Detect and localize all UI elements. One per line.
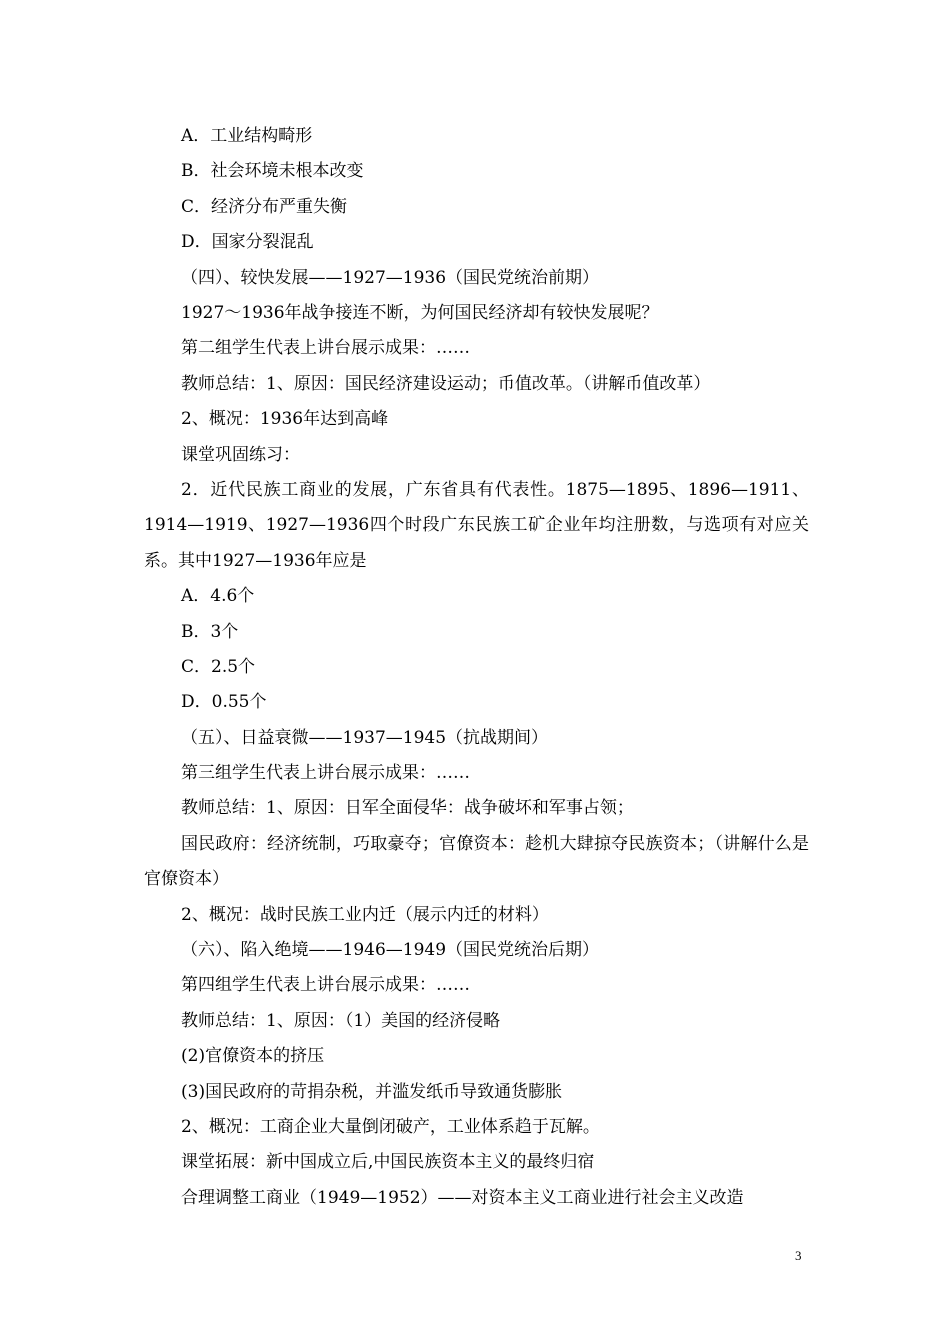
government-paragraph [144,827,809,898]
group2-line: 第二组学生代表上讲台展示成果：…… [181,338,470,359]
teacher-summary-line-2: 教师总结：1、原因：日军全面侵华：战争破坏和军事占领； [181,798,634,819]
government-text: 国民政府：经济统制，巧取豪夺；官僚资本：趁机大肆掠夺民族资本；（讲解什么是官僚资本） [144,833,809,890]
practice-heading: 课堂巩固练习： [181,444,300,465]
extension-line: 课堂拓展：新中国成立后,中国民族资本主义的最终归宿 [181,1152,595,1173]
practice-question-text: 2．近代民族工商业的发展，广东省具有代表性。1875—1895、1896—1911、1914—1919、1927—1936四个时段广东民族工矿企业年均注册数，与选项有对应关系。其中1927—1936年应是 [144,479,809,571]
section-heading-6: （六）、陷入绝境——1946—1949（国民党统治后期） [181,940,600,961]
answer-c-line: C．2.5个 [181,656,256,677]
section-heading-4: （四）、较快发展——1927—1936（国民党统治前期） [181,267,600,288]
option-d-line: D．国家分裂混乱 [181,232,314,253]
overview-line: 2、概况：1936年达到高峰 [181,409,389,430]
option-c-line: C．经济分布严重失衡 [181,196,348,217]
group3-line: 第三组学生代表上讲台展示成果：…… [181,763,470,784]
answer-d-line: D．0.55个 [181,692,267,713]
option-b-line: B．社会环境未根本改变 [181,161,364,182]
cause-3-line: (3)国民政府的苛捐杂税，并滥发纸币导致通货膨胀 [181,1081,563,1102]
option-a-line: A．工业结构畸形 [181,126,313,146]
adjustment-line: 合理调整工商业（1949—1952）——对资本主义工商业进行社会主义改造 [181,1187,744,1208]
answer-b-line: B．3个 [181,621,239,642]
page-number: 3 [795,1248,802,1263]
answer-a-line: A．4.6个 [181,586,255,607]
document-body [144,119,809,1216]
group4-line: 第四组学生代表上讲台展示成果：…… [181,975,470,996]
practice-question-paragraph [144,473,809,579]
overview-line-2: 2、概况：战时民族工业内迁（展示内迁的材料） [181,904,549,925]
question-line: 1927～1936年战争接连不断，为何国民经济却有较快发展呢？ [181,302,659,323]
section-heading-5: （五）、日益衰微——1937—1945（抗战期间） [181,727,549,748]
teacher-summary-line-3: 教师总结：1、原因：（1）美国的经济侵略 [181,1010,501,1031]
teacher-summary-line: 教师总结：1、原因：国民经济建设运动；币值改革。（讲解币值改革） [181,373,711,394]
cause-2-line: (2)官僚资本的挤压 [181,1046,325,1067]
overview-line-3: 2、概况：工商企业大量倒闭破产，工业体系趋于瓦解。 [181,1117,600,1138]
